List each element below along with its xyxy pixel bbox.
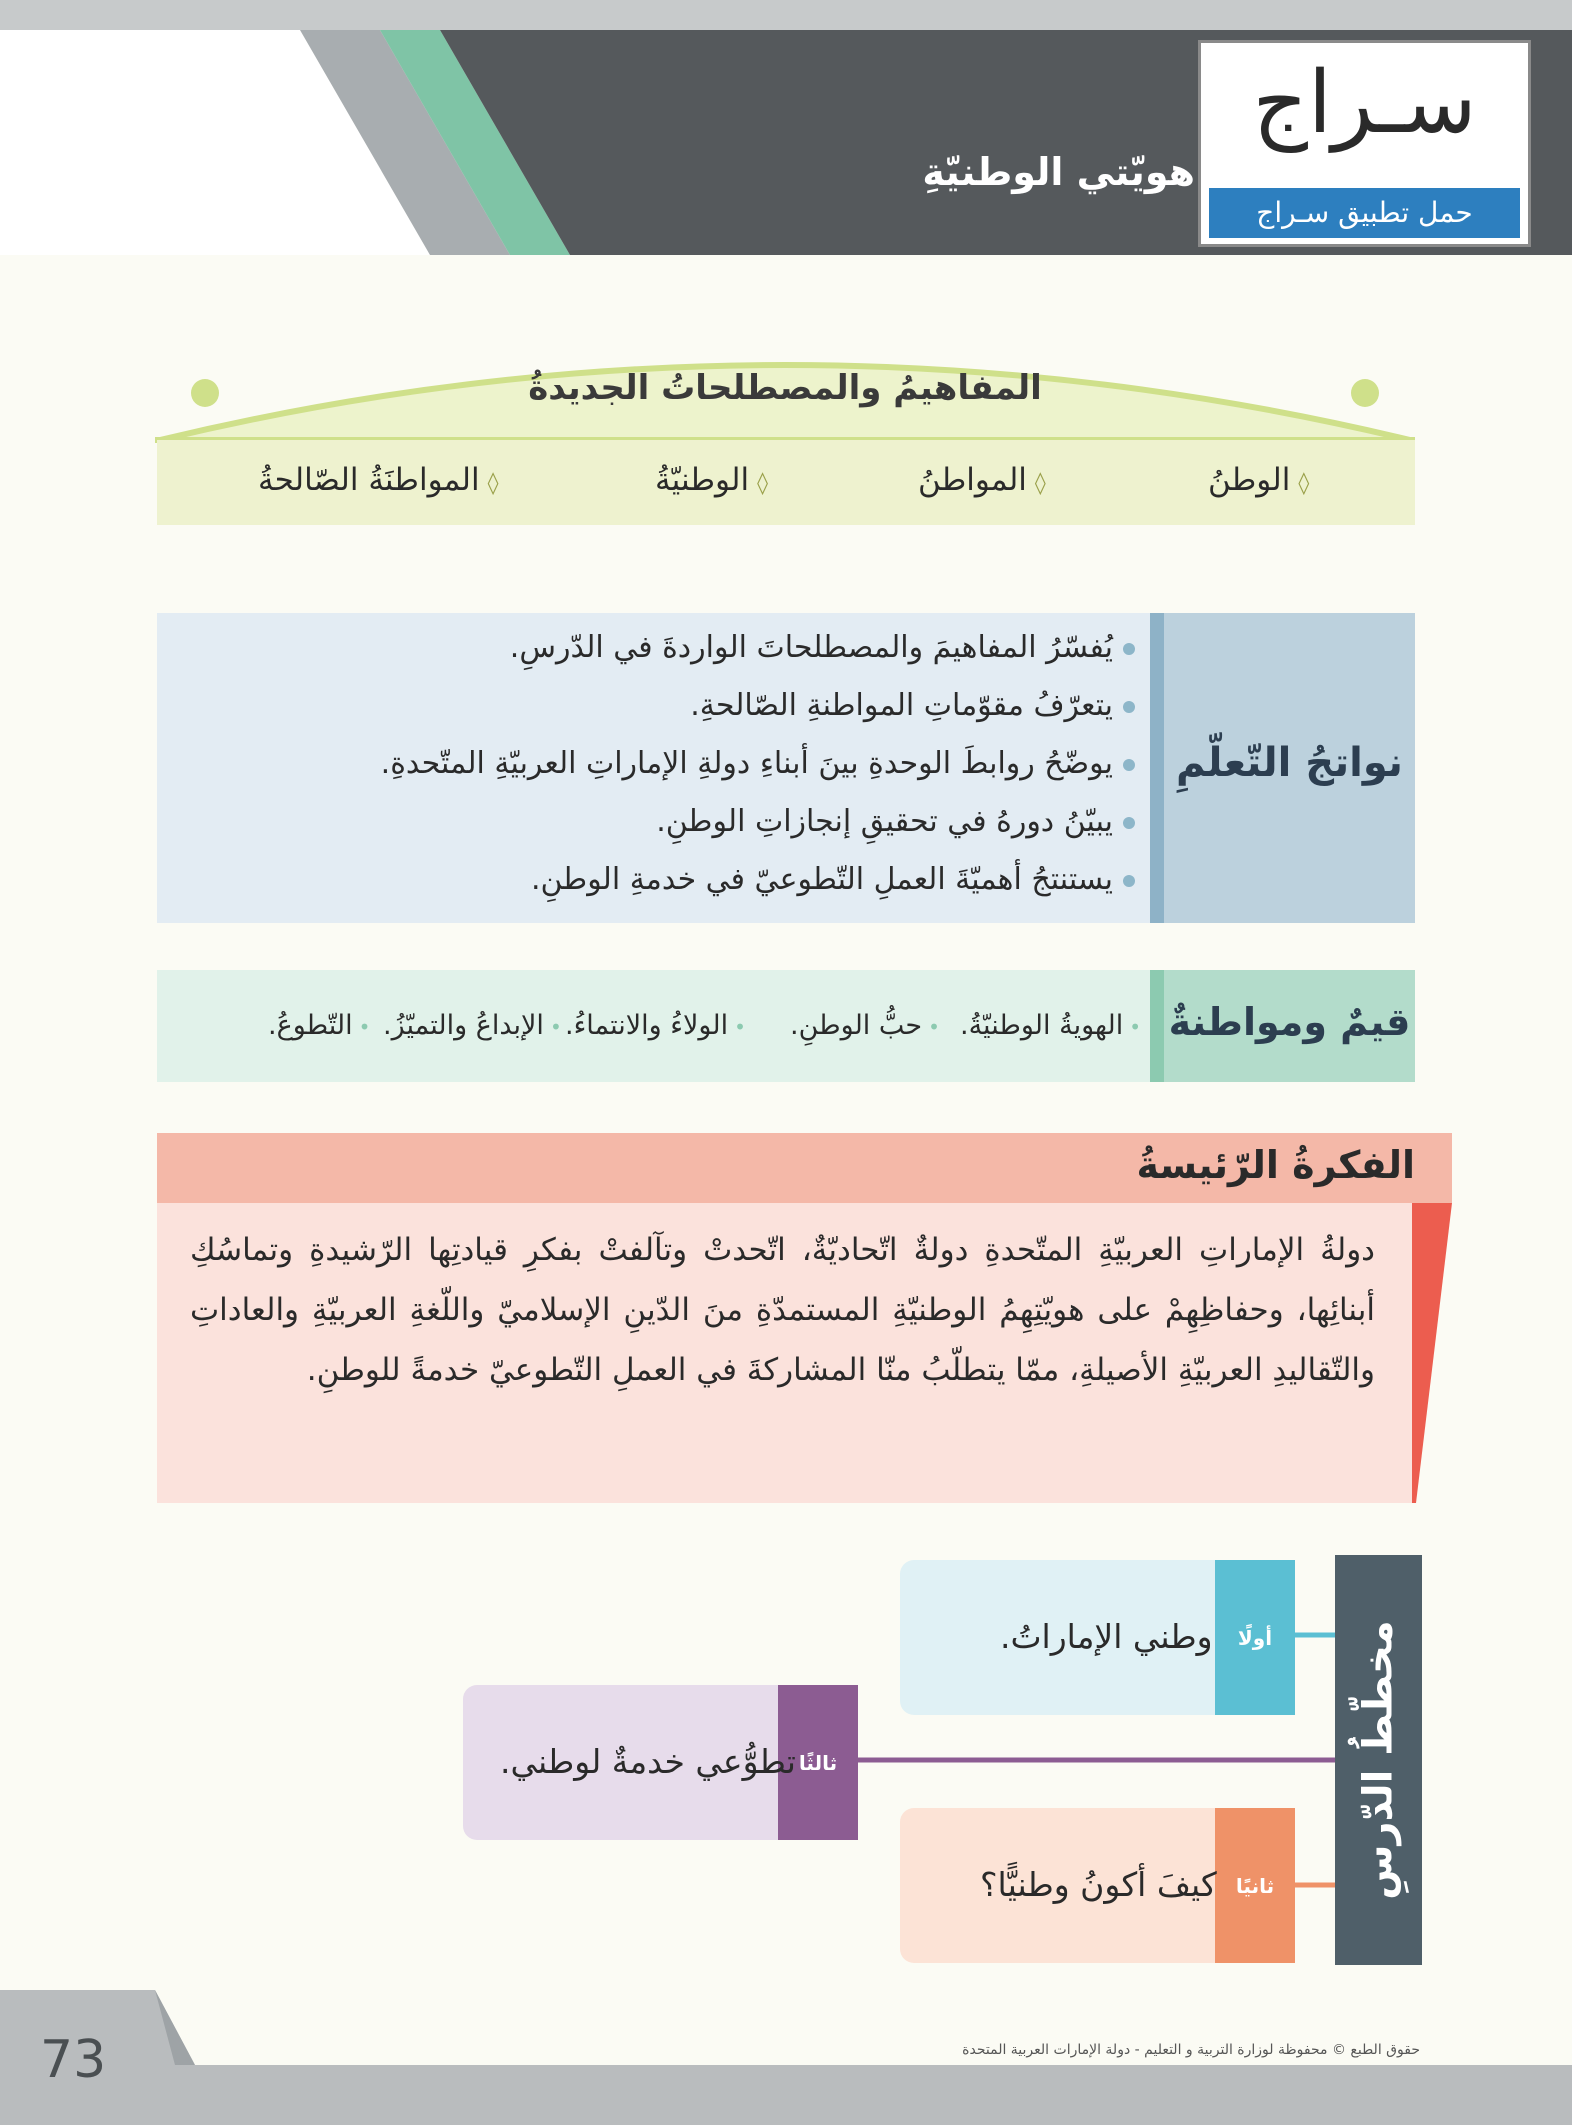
concept-item: [918, 462, 1046, 498]
plan-text-2: كيفَ أكونُ وطنيًّا؟: [980, 1865, 1217, 1904]
plan-tag-2: ثانيًا: [1215, 1808, 1295, 1963]
value-text: الهويةُ الوطنيّةُ.: [960, 1010, 1124, 1041]
plan-text-1: وطني الإماراتُ.: [1000, 1617, 1213, 1656]
bullet-icon: ◊: [1298, 471, 1310, 496]
main-idea-accent: [1412, 1203, 1452, 1503]
concept-item: [655, 462, 768, 498]
concept-item: [258, 462, 498, 498]
bullet-icon: [1123, 875, 1135, 887]
values-label: قيمٌ ومواطنةٌ: [1168, 1000, 1411, 1044]
value-item: [565, 1010, 746, 1041]
learning-outcomes-label: نواتجُ التّعلّمِ: [1176, 740, 1403, 786]
bullet-icon: •: [928, 1015, 940, 1039]
logo-download-banner[interactable]: حمل تطبيق سـراج: [1209, 188, 1520, 238]
copyright-note: حقوق الطبع © محفوظة لوزارة التربية و التعليم - دولة الإمارات العربية المتحدة: [962, 2042, 1420, 2058]
siraj-logo[interactable]: [1198, 40, 1531, 247]
value-text: الولاءُ والانتماءُ.: [565, 1010, 729, 1041]
bullet-icon: •: [734, 1015, 746, 1039]
lesson-title: هويّتي الوطنيّةِ: [922, 150, 1195, 194]
values-divider: [1150, 970, 1164, 1082]
concept-label: الوطنيّةُ: [655, 462, 750, 498]
concept-label: المواطنَةُ الصّالحةُ: [258, 462, 480, 498]
bullet-icon: [1123, 701, 1135, 713]
outcome-text: يبيّنُ دورهُ في تحقيقِ إنجازاتِ الوطنِ.: [656, 804, 1113, 839]
outcome-text: يتعرّفُ مقوّماتِ المواطنةِ الصّالحةِ.: [690, 688, 1113, 723]
lesson-plan-label-text: مخطّطُ الدّرسِ: [1355, 1620, 1402, 1900]
concept-item: [1208, 462, 1309, 498]
lesson-plan-label: [1335, 1555, 1422, 1965]
outcome-item: [690, 688, 1135, 723]
concept-label: المواطنُ: [918, 462, 1027, 498]
bullet-icon: ◊: [487, 471, 499, 496]
outcome-item: [381, 746, 1135, 781]
bullet-icon: [1123, 759, 1135, 771]
bullet-icon: •: [549, 1015, 562, 1039]
outcome-text: يوضّحُ روابطَ الوحدةِ بينَ أبناءِ دولةِ الإماراتِ العربيّةِ المتّحدةِ.: [380, 746, 1113, 781]
value-text: الإبداعُ والتميّزُ.: [383, 1010, 544, 1041]
bullet-icon: •: [1129, 1015, 1142, 1039]
outcome-item: [531, 862, 1135, 897]
page-number: 73: [40, 2030, 107, 2090]
value-item: [960, 1010, 1141, 1041]
concepts-title: المفاهيمُ والمصطلحاتُ الجديدةُ: [528, 368, 1042, 408]
outcome-item: [510, 630, 1135, 665]
outcome-item: [656, 804, 1135, 839]
main-idea-text: دولةُ الإماراتِ العربيّةِ المتّحدةِ دولةٌ اتّحاديّةٌ، اتّحدتْ وتآلفتْ بفكرِ قيادتِها الرّشيدةِ وتماسُكِ أبنائِها، وحفاظِهِمْ على هويّتِهِمُ الوطنيّةِ المستمدّةِ منَ الدّينِ الإسلاميّ واللّغةِ العربيّةِ والعاداتِ والتّقاليدِ العربيّةِ الأصيلةِ، ممّا يتطلّبُ منّا المشاركةَ في العملِ التّطوعيّ خدمةً للوطنِ.: [190, 1232, 1375, 1388]
bullet-icon: ◊: [757, 471, 768, 496]
outcomes-divider: [1150, 613, 1164, 923]
bullet-icon: [1123, 643, 1135, 655]
value-item: [383, 1010, 562, 1041]
bullet-icon: •: [358, 1015, 371, 1039]
value-text: التّطوعُ.: [268, 1010, 353, 1041]
outcome-text: يُفسّرُ المفاهيمَ والمصطلحاتَ الواردةَ في الدّرسِ.: [509, 630, 1113, 665]
plan-tag-1: أولًا: [1215, 1560, 1295, 1715]
bullet-icon: [1123, 817, 1135, 829]
plan-text-3: تطوُّعي خدمةٌ لوطني.: [500, 1742, 796, 1781]
bullet-icon: ◊: [1034, 471, 1046, 496]
concept-label: الوطنُ: [1208, 462, 1291, 498]
outcome-text: يستنتجُ أهميّةَ العملِ التّطوعيّ في خدمةِ الوطنِ.: [530, 862, 1113, 897]
value-item: [790, 1010, 940, 1041]
plan-tag-3: ثالثًا: [778, 1685, 858, 1840]
value-item: [268, 1010, 370, 1041]
logo-wordmark: سـراج: [1252, 53, 1477, 153]
value-text: حبُّ الوطنِ.: [790, 1010, 923, 1041]
main-idea-title: الفكرةُ الرّئيسةُ: [1136, 1143, 1415, 1187]
